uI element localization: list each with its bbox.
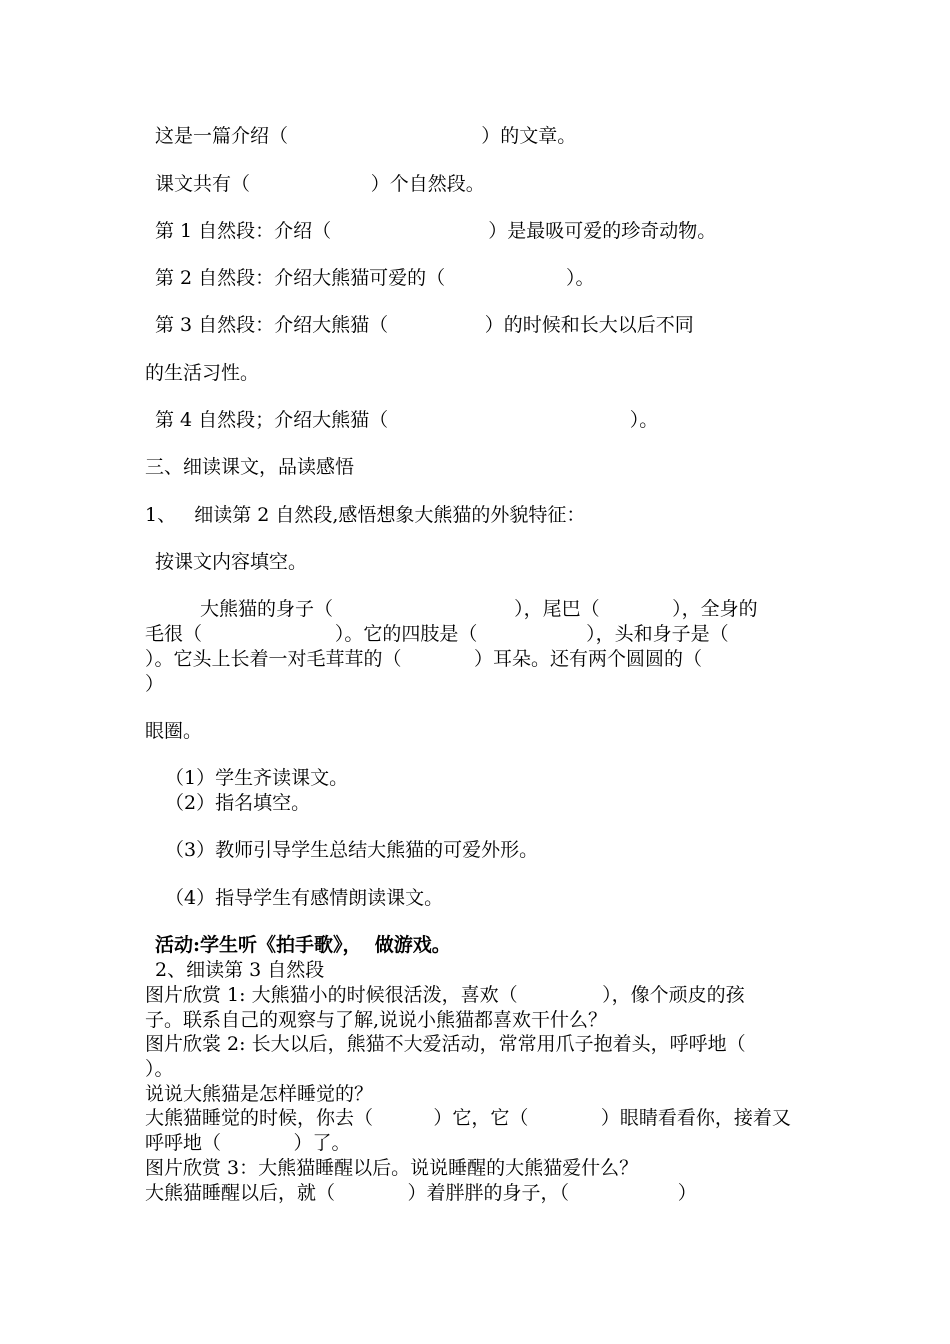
fill-line-3: ）。它头上长着一对毛茸茸的（ ）耳朵。还有两个圆圆的（ xyxy=(145,648,702,670)
line-23: 子。联系自己的观察与了解,说说小熊猫都喜欢干什么？ xyxy=(145,1009,608,1031)
step-1: （1）学生齐读课文。 xyxy=(165,767,349,789)
line-28: 呼呼地（ ）了。 xyxy=(145,1132,351,1154)
fill-line-4: ） xyxy=(145,673,165,695)
line-21: 2、细读第 3 自然段 xyxy=(155,959,325,981)
line-1: 这是一篇介绍（ ）的文章。 xyxy=(155,125,577,147)
line-3: 第 1 自然段：介绍（ ）是最吸可爱的珍奇动物。 xyxy=(155,220,717,242)
line-5: 第 3 自然段：介绍大熊猫（ ）的时候和长大以后不同 xyxy=(155,314,694,336)
line-30: 大熊猫睡醒以后，就（ ）着胖胖的身子，（ ） xyxy=(145,1182,697,1204)
line-29: 图片欣赏 3：大熊猫睡醒以后。说说睡醒的大熊猫爱什么？ xyxy=(145,1157,639,1179)
step-4: （4）指导学生有感情朗读课文。 xyxy=(165,887,444,909)
fill-line-2: 毛很（ ）。它的四肢是（ ），头和身子是（ xyxy=(145,623,729,645)
line-22: 图片欣赏 1: 大熊猫小的时候很活泼，喜欢（ ），像个顽皮的孩 xyxy=(145,984,745,1006)
step-3: （3）教师引导学生总结大熊猫的可爱外形。 xyxy=(165,839,539,861)
line-2: 课文共有（ ）个自然段。 xyxy=(155,173,485,195)
fill-line-1: 大熊猫的身子（ ），尾巴（ ），全身的 xyxy=(200,598,758,620)
line-24: 图片欣裳 2: 长大以后，熊猫不大爱活动，常常用爪子抱着头，呼呼地（ xyxy=(145,1033,746,1055)
line-6: 的生活习性。 xyxy=(145,362,260,384)
line-4: 第 2 自然段：介绍大熊猫可爱的（ ）。 xyxy=(155,267,595,289)
line-26: 说说大熊猫是怎样睡觉的？ xyxy=(145,1083,374,1105)
line-7: 第 4 自然段；介绍大熊猫（ ）。 xyxy=(155,409,659,431)
section-heading: 三、细读课文，品读感悟 xyxy=(145,456,355,478)
activity-heading: 活动:学生听《拍手歌》， 做游戏。 xyxy=(155,934,451,956)
step-2: （2）指名填空。 xyxy=(165,792,311,814)
line-27: 大熊猫睡觉的时候，你去（ ）它，它（ ）眼睛看看你，接着又 xyxy=(145,1107,791,1129)
line-9: 1、 细读第 2 自然段,感悟想象大熊猫的外貌特征： xyxy=(145,504,586,526)
line-10: 按课文内容填空。 xyxy=(155,551,308,573)
line-25: ）。 xyxy=(145,1058,174,1080)
line-15: 眼圈。 xyxy=(145,720,203,742)
